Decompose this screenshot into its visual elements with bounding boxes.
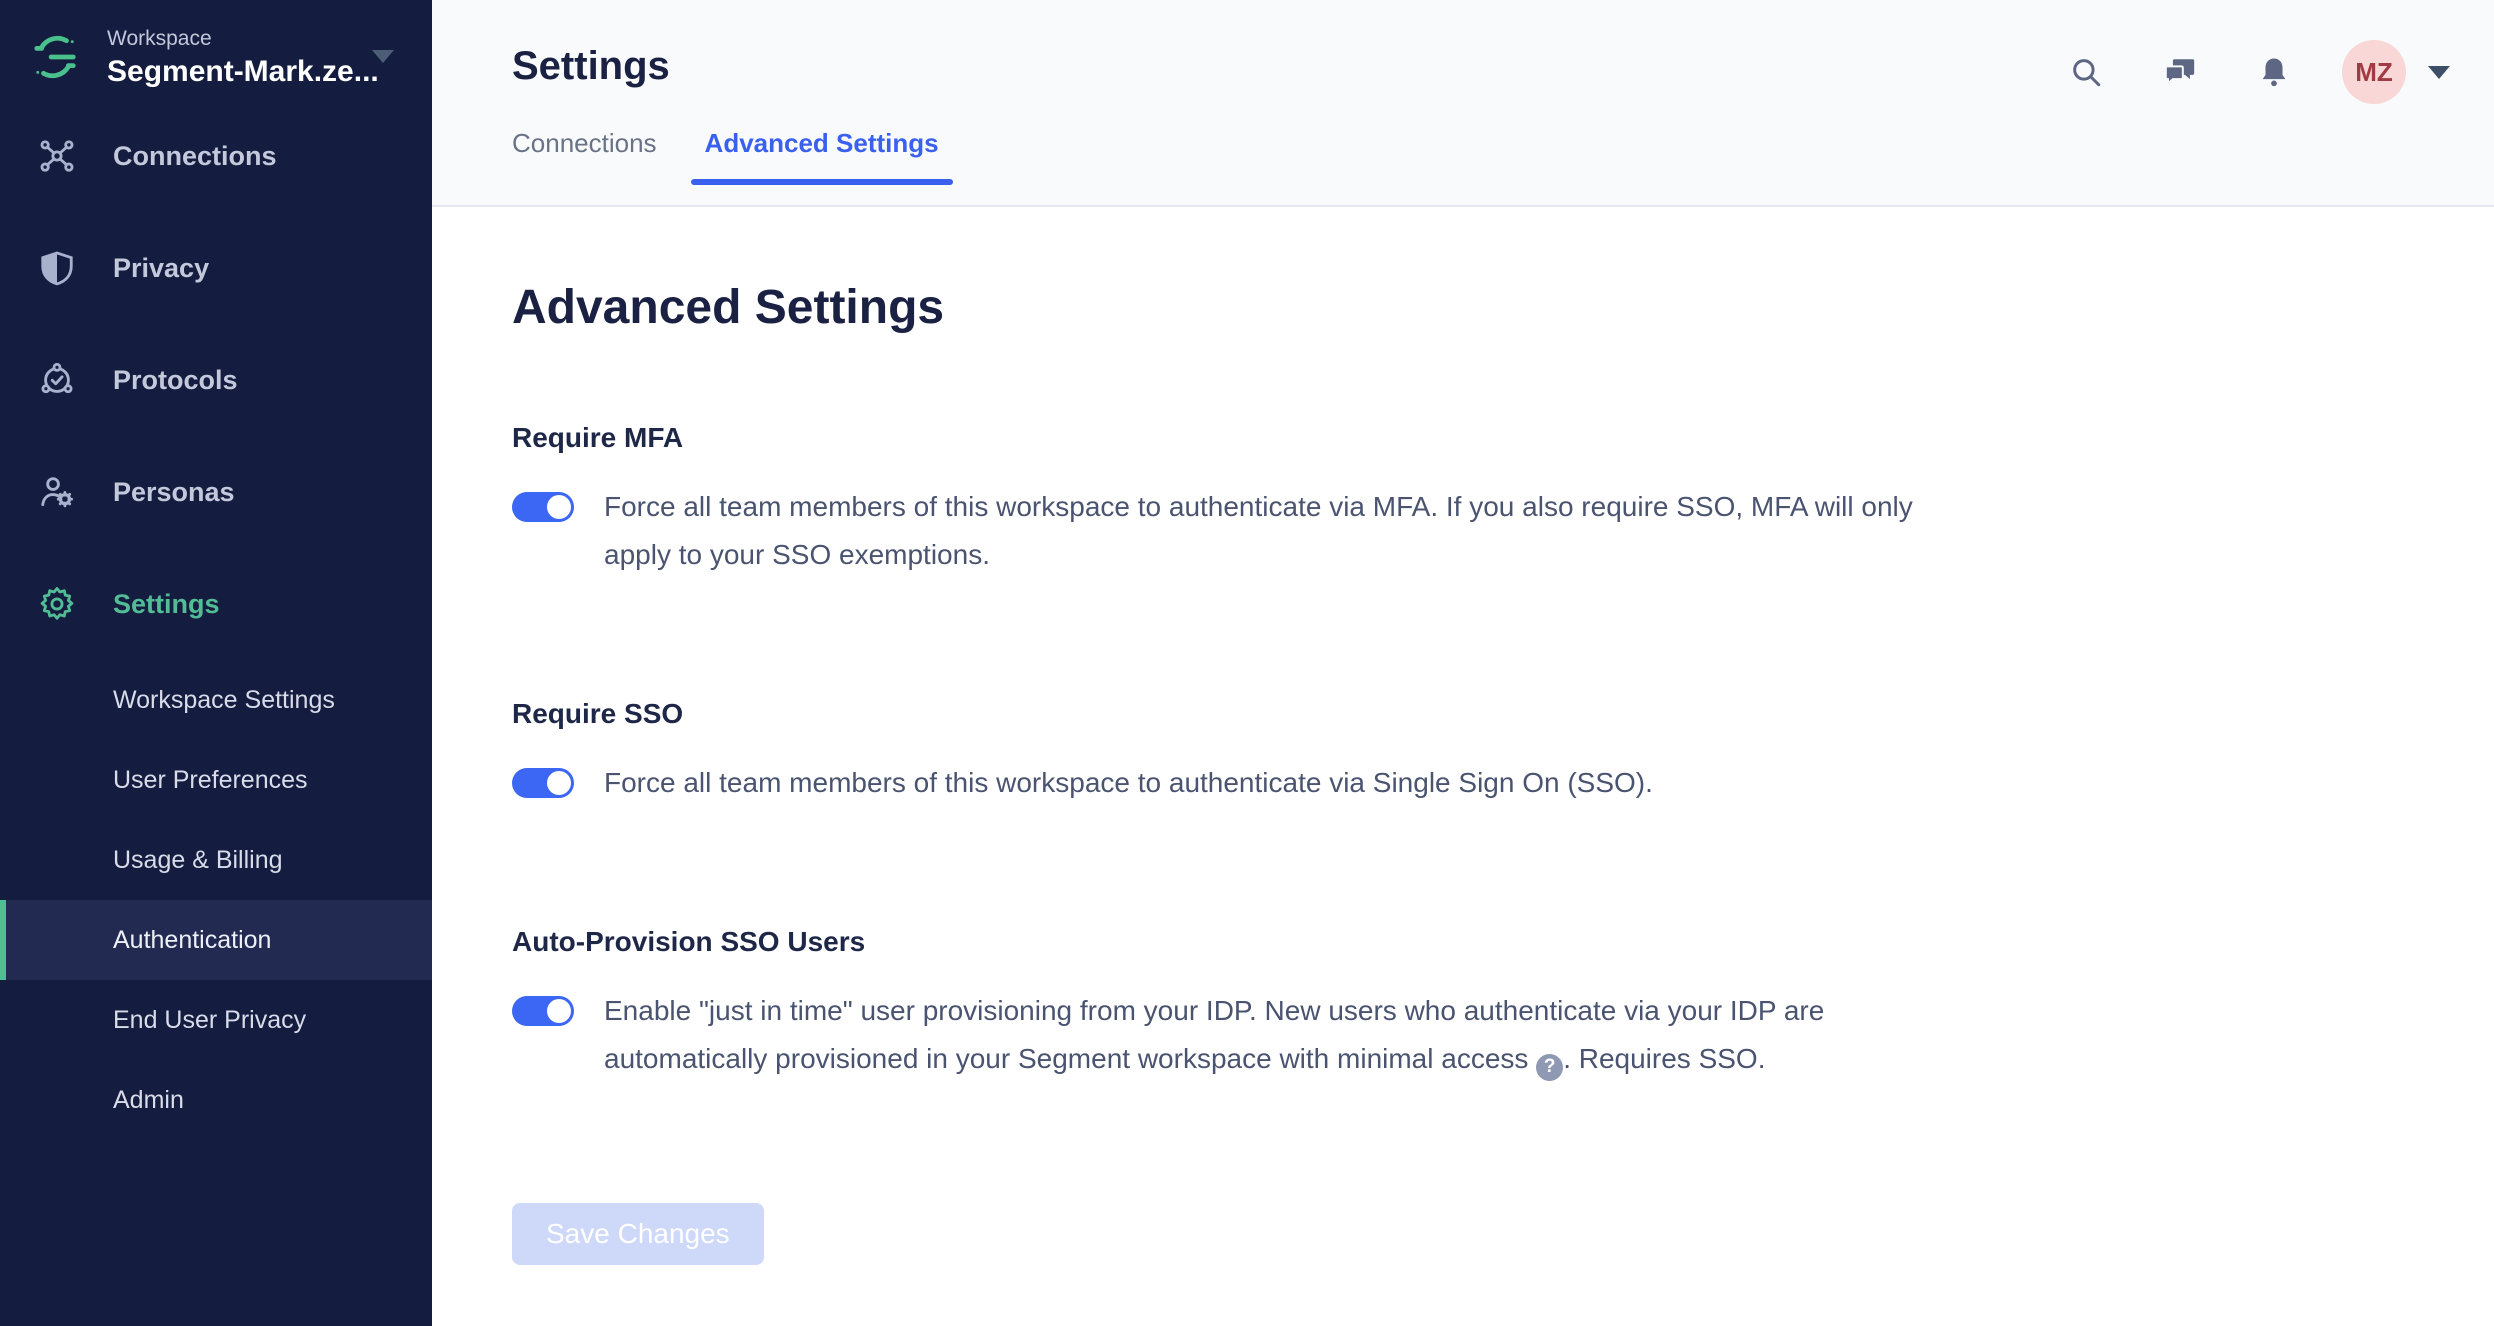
require-mfa-toggle[interactable] (512, 492, 574, 522)
toggle-knob (547, 495, 571, 519)
auto-provision-description-after: . Requires SSO. (1563, 1043, 1766, 1074)
workspace-name: Segment-Mark.ze... (107, 55, 379, 88)
sidebar-item-connections[interactable] (0, 100, 432, 212)
require-mfa-label: Require MFA (512, 422, 684, 453)
subnav-item-label: End User Privacy (113, 1005, 307, 1034)
main-content (432, 207, 2494, 1326)
workspace-label: Workspace (107, 27, 212, 50)
search-icon[interactable] (2064, 50, 2108, 94)
require-sso-section (512, 697, 2414, 807)
account-menu-caret-icon[interactable] (2428, 66, 2450, 79)
toggle-knob (547, 771, 571, 795)
subnav-item-label: Admin (113, 1085, 184, 1114)
topbar-actions (2014, 40, 2450, 104)
require-sso-label: Require SSO (512, 698, 684, 729)
auto-provision-section (512, 925, 2414, 1083)
settings-gear-icon (38, 585, 76, 623)
require-sso-description: Force all team members of this workspace to authenticate via Single Sign On (SSO). (604, 767, 1653, 798)
avatar[interactable]: MZ (2342, 40, 2406, 104)
sidebar-item-label: Personas (113, 476, 235, 507)
subnav-item-user-preferences[interactable] (0, 740, 432, 820)
protocols-icon (38, 361, 76, 399)
subnav-item-admin[interactable] (0, 1060, 432, 1140)
page-title: Settings (512, 44, 670, 88)
workspace-text (107, 24, 379, 90)
sidebar-item-settings[interactable] (0, 548, 432, 660)
toggle-knob (547, 999, 571, 1023)
notifications-bell-icon[interactable] (2252, 50, 2296, 94)
subnav-item-workspace-settings[interactable] (0, 660, 432, 740)
subnav-item-label: Authentication (113, 925, 272, 954)
subnav-item-label: Workspace Settings (113, 685, 335, 714)
require-mfa-section (512, 421, 2414, 579)
privacy-shield-icon (38, 249, 76, 287)
subnav-item-end-user-privacy[interactable] (0, 980, 432, 1060)
sidebar-item-personas[interactable] (0, 436, 432, 548)
auto-provision-description-before: Enable "just in time" user provisioning from your IDP. New users who authenticate via your IDP are automatically provisioned in your Segment workspace with minimal access (604, 995, 1825, 1074)
sidebar-item-protocols[interactable] (0, 324, 432, 436)
segment-logo-icon (32, 34, 78, 80)
settings-subnav (0, 660, 432, 1140)
subnav-item-label: User Preferences (113, 765, 308, 794)
auto-provision-label: Auto-Provision SSO Users (512, 926, 866, 957)
sidebar-item-label: Connections (113, 140, 277, 171)
sidebar (0, 0, 432, 1326)
require-mfa-description: Force all team members of this workspace to authenticate via MFA. If you also require SSO, MFA will only apply to your SSO exemptions. (604, 491, 1913, 570)
sidebar-item-label: Privacy (113, 252, 210, 283)
save-changes-button[interactable]: Save Changes (512, 1203, 764, 1265)
auto-provision-toggle[interactable] (512, 996, 574, 1026)
tab-bar (498, 128, 2494, 183)
sidebar-item-label: Protocols (113, 364, 238, 395)
chat-icon[interactable] (2158, 50, 2202, 94)
advanced-settings-heading: Advanced Settings (512, 281, 945, 334)
tab-advanced-settings[interactable]: Advanced Settings (691, 128, 953, 183)
sidebar-item-label: Settings (113, 588, 220, 619)
connections-icon (38, 137, 76, 175)
workspace-switcher[interactable] (0, 0, 432, 90)
personas-icon (38, 473, 76, 511)
sidebar-item-privacy[interactable] (0, 212, 432, 324)
help-icon[interactable]: ? (1536, 1054, 1563, 1081)
workspace-caret-icon[interactable] (372, 50, 394, 63)
advanced-settings-form (512, 421, 2414, 1265)
sidebar-nav (0, 100, 432, 660)
subnav-item-authentication[interactable] (0, 900, 432, 980)
subnav-item-usage-billing[interactable] (0, 820, 432, 900)
auto-provision-description (604, 987, 1954, 1083)
require-sso-toggle[interactable] (512, 768, 574, 798)
subnav-item-label: Usage & Billing (113, 845, 283, 874)
topbar (432, 0, 2494, 207)
tab-connections[interactable]: Connections (512, 128, 657, 158)
